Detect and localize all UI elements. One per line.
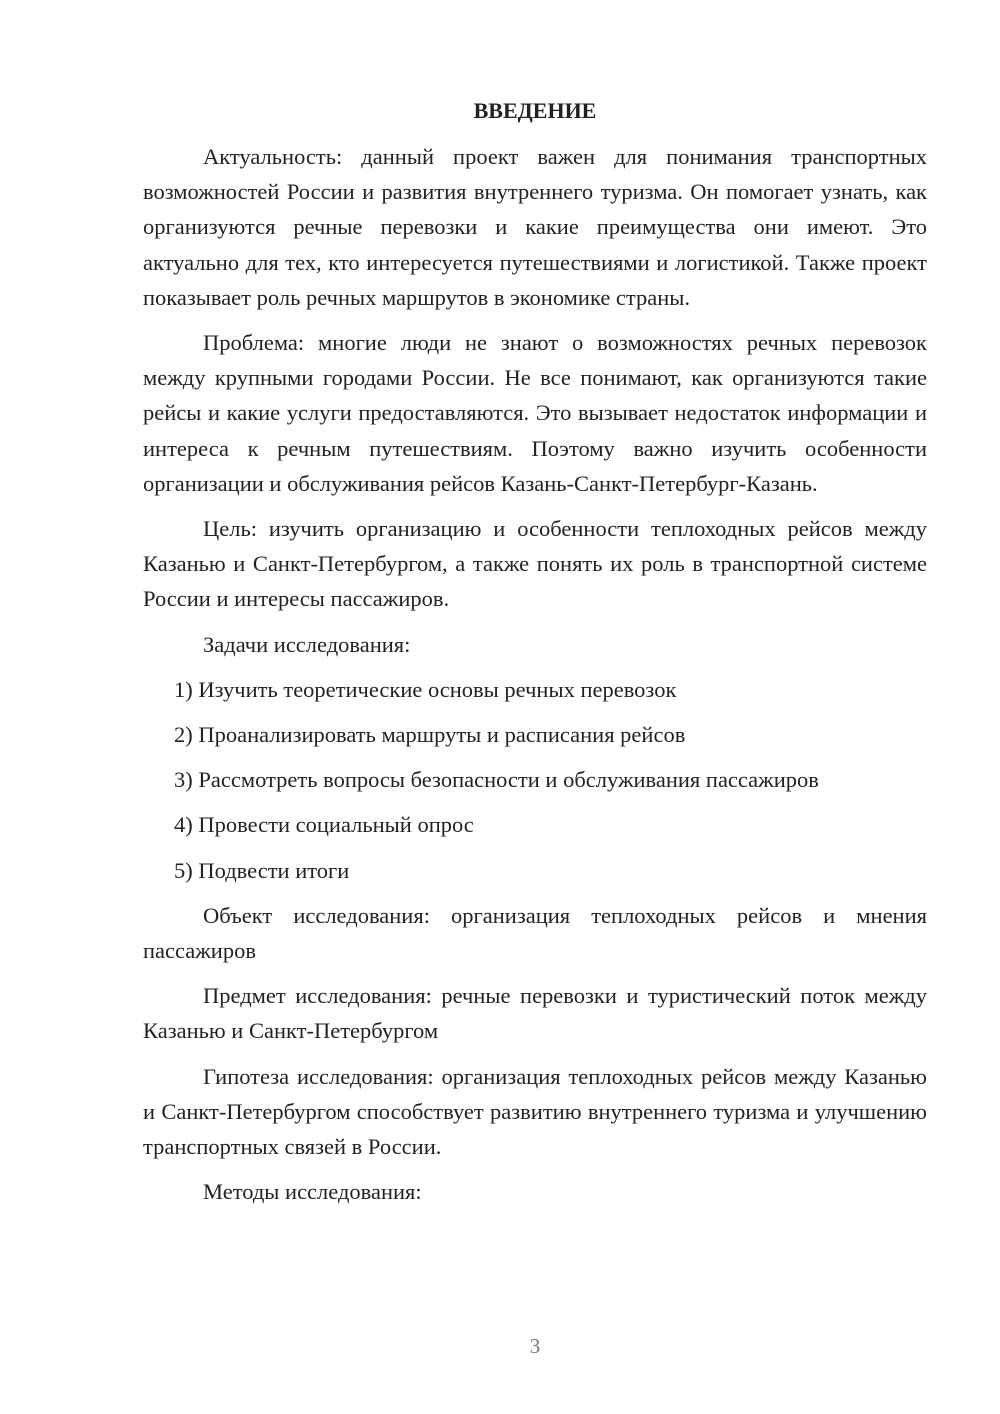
paragraph-relevance: Актуальность: данный проект важен для понимания транспортных возможностей России и развития внутреннего туризма. Он помогает узнать, как организуются речные перевозки и какие преимущества они имеют. Это актуально для тех, кто интересуется путешествиями и логистикой. Также проект показывает роль речных маршрутов в экономике страны.	[143, 144, 927, 310]
list-item: 1) Изучить теоретические основы речных перевозок	[174, 676, 677, 702]
list-item: 4) Провести социальный опрос	[174, 812, 474, 838]
document-body	[143, 97, 927, 1219]
tasks-heading: Задачи исследования:	[203, 631, 411, 657]
methods-heading: Методы исследования:	[203, 1179, 422, 1205]
paragraph-subject: Предмет исследования: речные перевозки и туристический поток между Казанью и Санкт-Петербургом	[143, 983, 927, 1044]
list-item: 5) Подвести итоги	[174, 857, 350, 883]
page-title: ВВЕДЕНИЕ	[473, 98, 597, 123]
list-item: 2) Проанализировать маршруты и расписания рейсов	[174, 722, 686, 748]
page-number: 3	[529, 1334, 541, 1358]
paragraph-object: Объект исследования: организация теплоходных рейсов и мнения пассажиров	[143, 902, 927, 964]
paragraph-hypothesis: Гипотеза исследования: организация теплоходных рейсов между Казанью и Санкт-Петербургом способствует развитию внутреннего туризма и улучшению транспортных связей в России.	[143, 1063, 927, 1160]
paragraph-problem: Проблема: многие люди не знают о возможностях речных перевозок между крупными городами России. Не все понимают, как организуются такие рейсы и какие услуги предоставляются. Это вызывает недостаток информации и интереса к речным путешествиям. Поэтому важно изучить особенности организации и обслуживания рейсов Казань-Санкт-Петербург-Казань.	[143, 330, 927, 496]
tasks-list	[143, 672, 927, 888]
list-item: 3) Рассмотреть вопросы безопасности и обслуживания пассажиров	[174, 767, 819, 793]
paragraph-goal: Цель: изучить организацию и особенности теплоходных рейсов между Казанью и Санкт-Петербургом, а также понять их роль в транспортной системе России и интересы пассажиров.	[143, 516, 927, 612]
